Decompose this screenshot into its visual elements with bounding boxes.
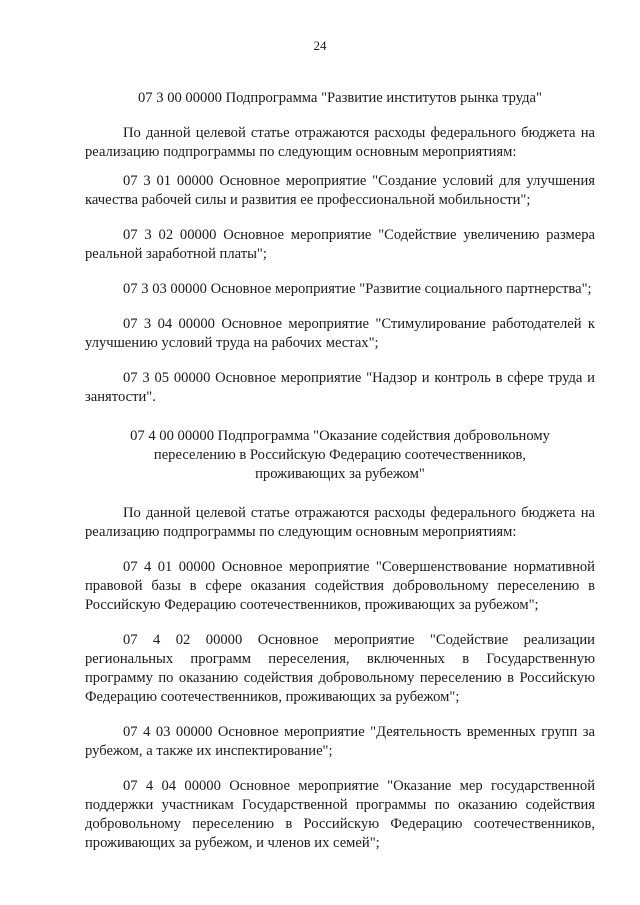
activity-item-0730400000: 07 3 04 00000 Основное мероприятие "Стимулирование работодателей к улучшению условий труда на рабочих местах"; (85, 316, 595, 351)
activity-item-0730500000: 07 3 05 00000 Основное мероприятие "Надзор и контроль в сфере труда и занятости". (85, 370, 595, 405)
subprogram-heading-0740000000 (85, 427, 595, 484)
subprogram-intro: По данной целевой статье отражаются расходы федерального бюджета на реализацию подпрограммы по следующим основным мероприятиям: (85, 125, 595, 160)
subprogram-heading-0730000000: 07 3 00 00000 Подпрограмма "Развитие институтов рынка труда" (138, 90, 542, 106)
heading-line: 07 4 00 00000 Подпрограмма "Оказание содействия добровольному (130, 428, 550, 444)
activity-item-0730100000: 07 3 01 00000 Основное мероприятие "Создание условий для улучшения качества рабочей силы и развития ее профессиональной мобильности"; (85, 173, 595, 208)
activity-item-0740100000: 07 4 01 00000 Основное мероприятие "Совершенствование нормативной правовой базы в сфере оказания содействия добровольному переселению в Российскую Федерацию соотечественников, проживающих за рубежом"; (85, 559, 595, 613)
page-number: 24 (313, 38, 327, 53)
activity-item-0730300000: 07 3 03 00000 Основное мероприятие "Развитие социального партнерства"; (123, 281, 592, 297)
activity-item-0730200000: 07 3 02 00000 Основное мероприятие "Содействие увеличению размера реальной заработной платы"; (85, 227, 595, 262)
heading-line: проживающих за рубежом" (255, 466, 425, 482)
activity-item-0740300000: 07 4 03 00000 Основное мероприятие "Деятельность временных групп за рубежом, а также их инспектирование"; (85, 724, 595, 759)
document-body (85, 89, 595, 853)
subprogram-intro: По данной целевой статье отражаются расходы федерального бюджета на реализацию подпрограммы по следующим основным мероприятиям: (85, 505, 595, 540)
activity-item-0740200000: 07 4 02 00000 Основное мероприятие "Содействие реализации региональных программ переселения, включенных в Государственную программу по оказанию содействия добровольному переселению в Российскую Федерацию соотечественников, проживающих за рубежом"; (85, 632, 595, 705)
heading-line: переселению в Российскую Федерацию соотечественников, (153, 447, 527, 463)
activity-item-0740400000: 07 4 04 00000 Основное мероприятие "Оказание мер государственной поддержки участникам Государственной программы по оказанию содействия добровольному переселению в Российскую Федерацию соотечественников, проживающих за рубежом, и членов их семей"; (85, 778, 595, 851)
